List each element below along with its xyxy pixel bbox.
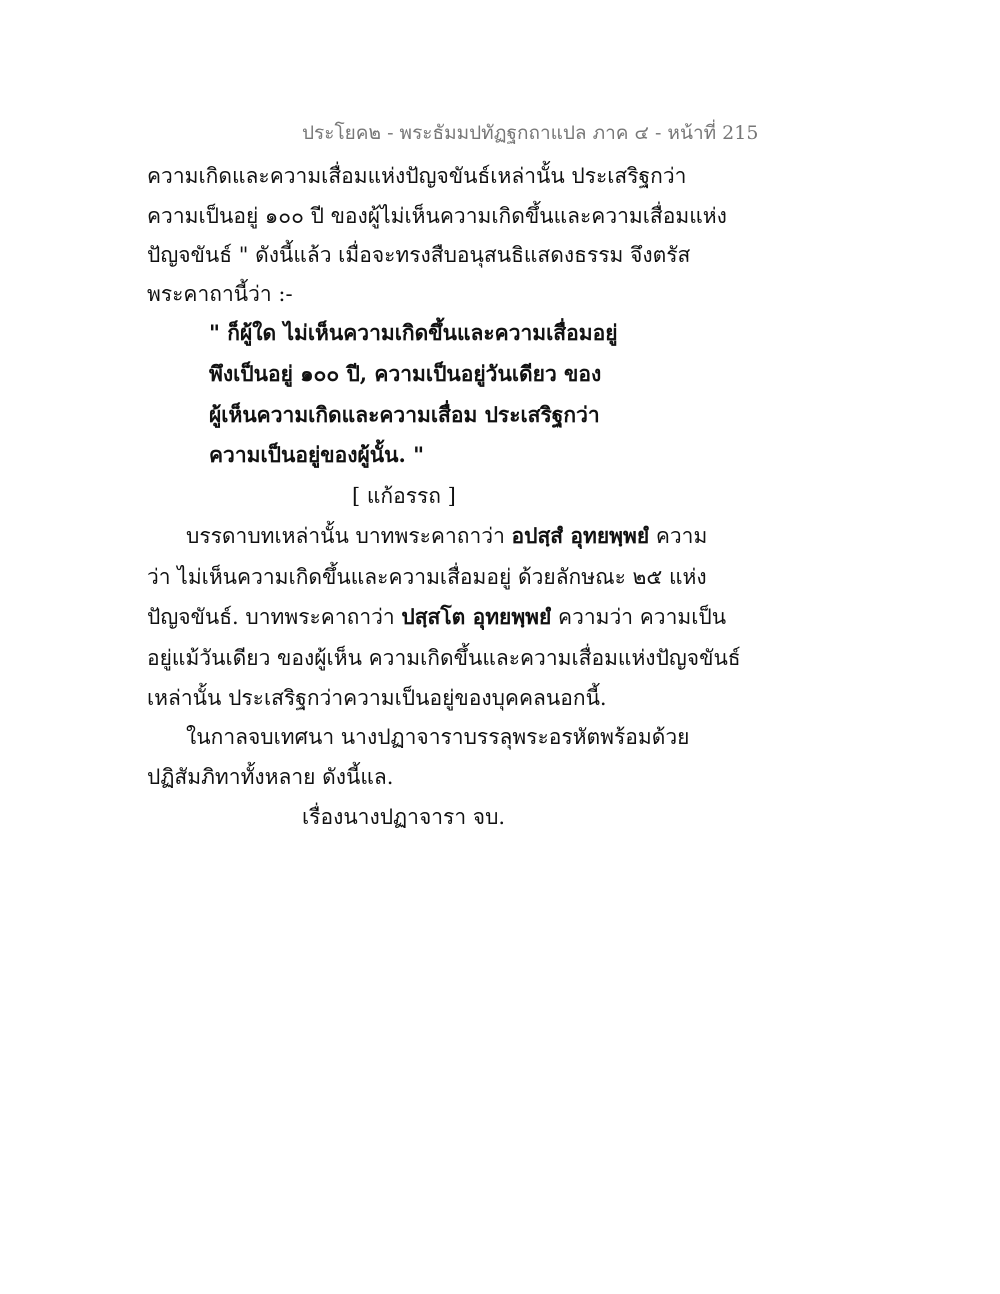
commentary-line-1-text-a: บรรดาบทเหล่านั้น บาทพระคาถาว่า [186, 524, 512, 548]
commentary-line-2: ว่า ไม่เห็นความเกิดขึ้นและความเสื่อมอยู่ ด้วยลักษณะ ๒๕ แห่ง [147, 565, 707, 589]
verse-line-2: พึงเป็นอยู่ ๑๐๐ ปี, ความเป็นอยู่วันเดียว ของ [209, 361, 602, 386]
verse-line-3: ผู้เห็นความเกิดและความเสื่อม ประเสริฐกว่า [209, 402, 600, 427]
commentary-line-1-text-c: ความ [649, 524, 708, 548]
story-end: เรื่องนางปฏาจารา จบ. [302, 805, 506, 829]
intro-line-2: ความเป็นอยู่ ๑๐๐ ปี ของผู้ไม่เห็นความเกิดขึ้นและความเสื่อมแห่ง [147, 204, 727, 228]
intro-line-3: ปัญจขันธ์ " ดังนี้แล้ว เมื่อจะทรงสืบอนุสนธิแสดงธรรม จึงตรัส [147, 243, 691, 267]
pali-term-passato: ปสฺสโต อุทยพฺพยํ [401, 604, 552, 629]
verse-line-4: ความเป็นอยู่ของผู้นั้น. " [209, 442, 425, 467]
verse-line-1: " ก็ผู้ใด ไม่เห็นความเกิดขึ้นและความเสื่อมอยู่ [209, 320, 618, 345]
commentary-line-1 [186, 518, 707, 554]
commentary-line-3-text-c: ความว่า ความเป็น [551, 605, 727, 629]
page-header: ประโยค๒ - พระธัมมปทัฏฐกถาแปล ภาค ๔ - หน้าที่ 215 [302, 122, 759, 144]
section-label: [ แก้อรรถ ] [352, 484, 456, 508]
commentary-line-4: อยู่แม้วันเดียว ของผู้เห็น ความเกิดขึ้นและความเสื่อมแห่งปัญจขันธ์ [147, 646, 741, 670]
closing-line-1: ในกาลจบเทศนา นางปฏาจาราบรรลุพระอรหัตพร้อมด้วย [186, 725, 690, 749]
pali-term-apassam: อปสฺสํ อุทยพฺพยํ [511, 523, 650, 548]
intro-line-1: ความเกิดและความเสื่อมแห่งปัญจขันธ์เหล่านั้น ประเสริฐกว่า [147, 164, 687, 188]
closing-line-2: ปฏิสัมภิทาทั้งหลาย ดังนี้แล. [147, 765, 394, 789]
commentary-line-5: เหล่านั้น ประเสริฐกว่าความเป็นอยู่ของบุคคลนอกนี้. [147, 686, 607, 710]
intro-line-4: พระคาถานี้ว่า :- [147, 282, 293, 306]
commentary-line-3 [147, 599, 726, 635]
commentary-line-3-text-a: ปัญจขันธ์. บาทพระคาถาว่า [147, 605, 402, 629]
